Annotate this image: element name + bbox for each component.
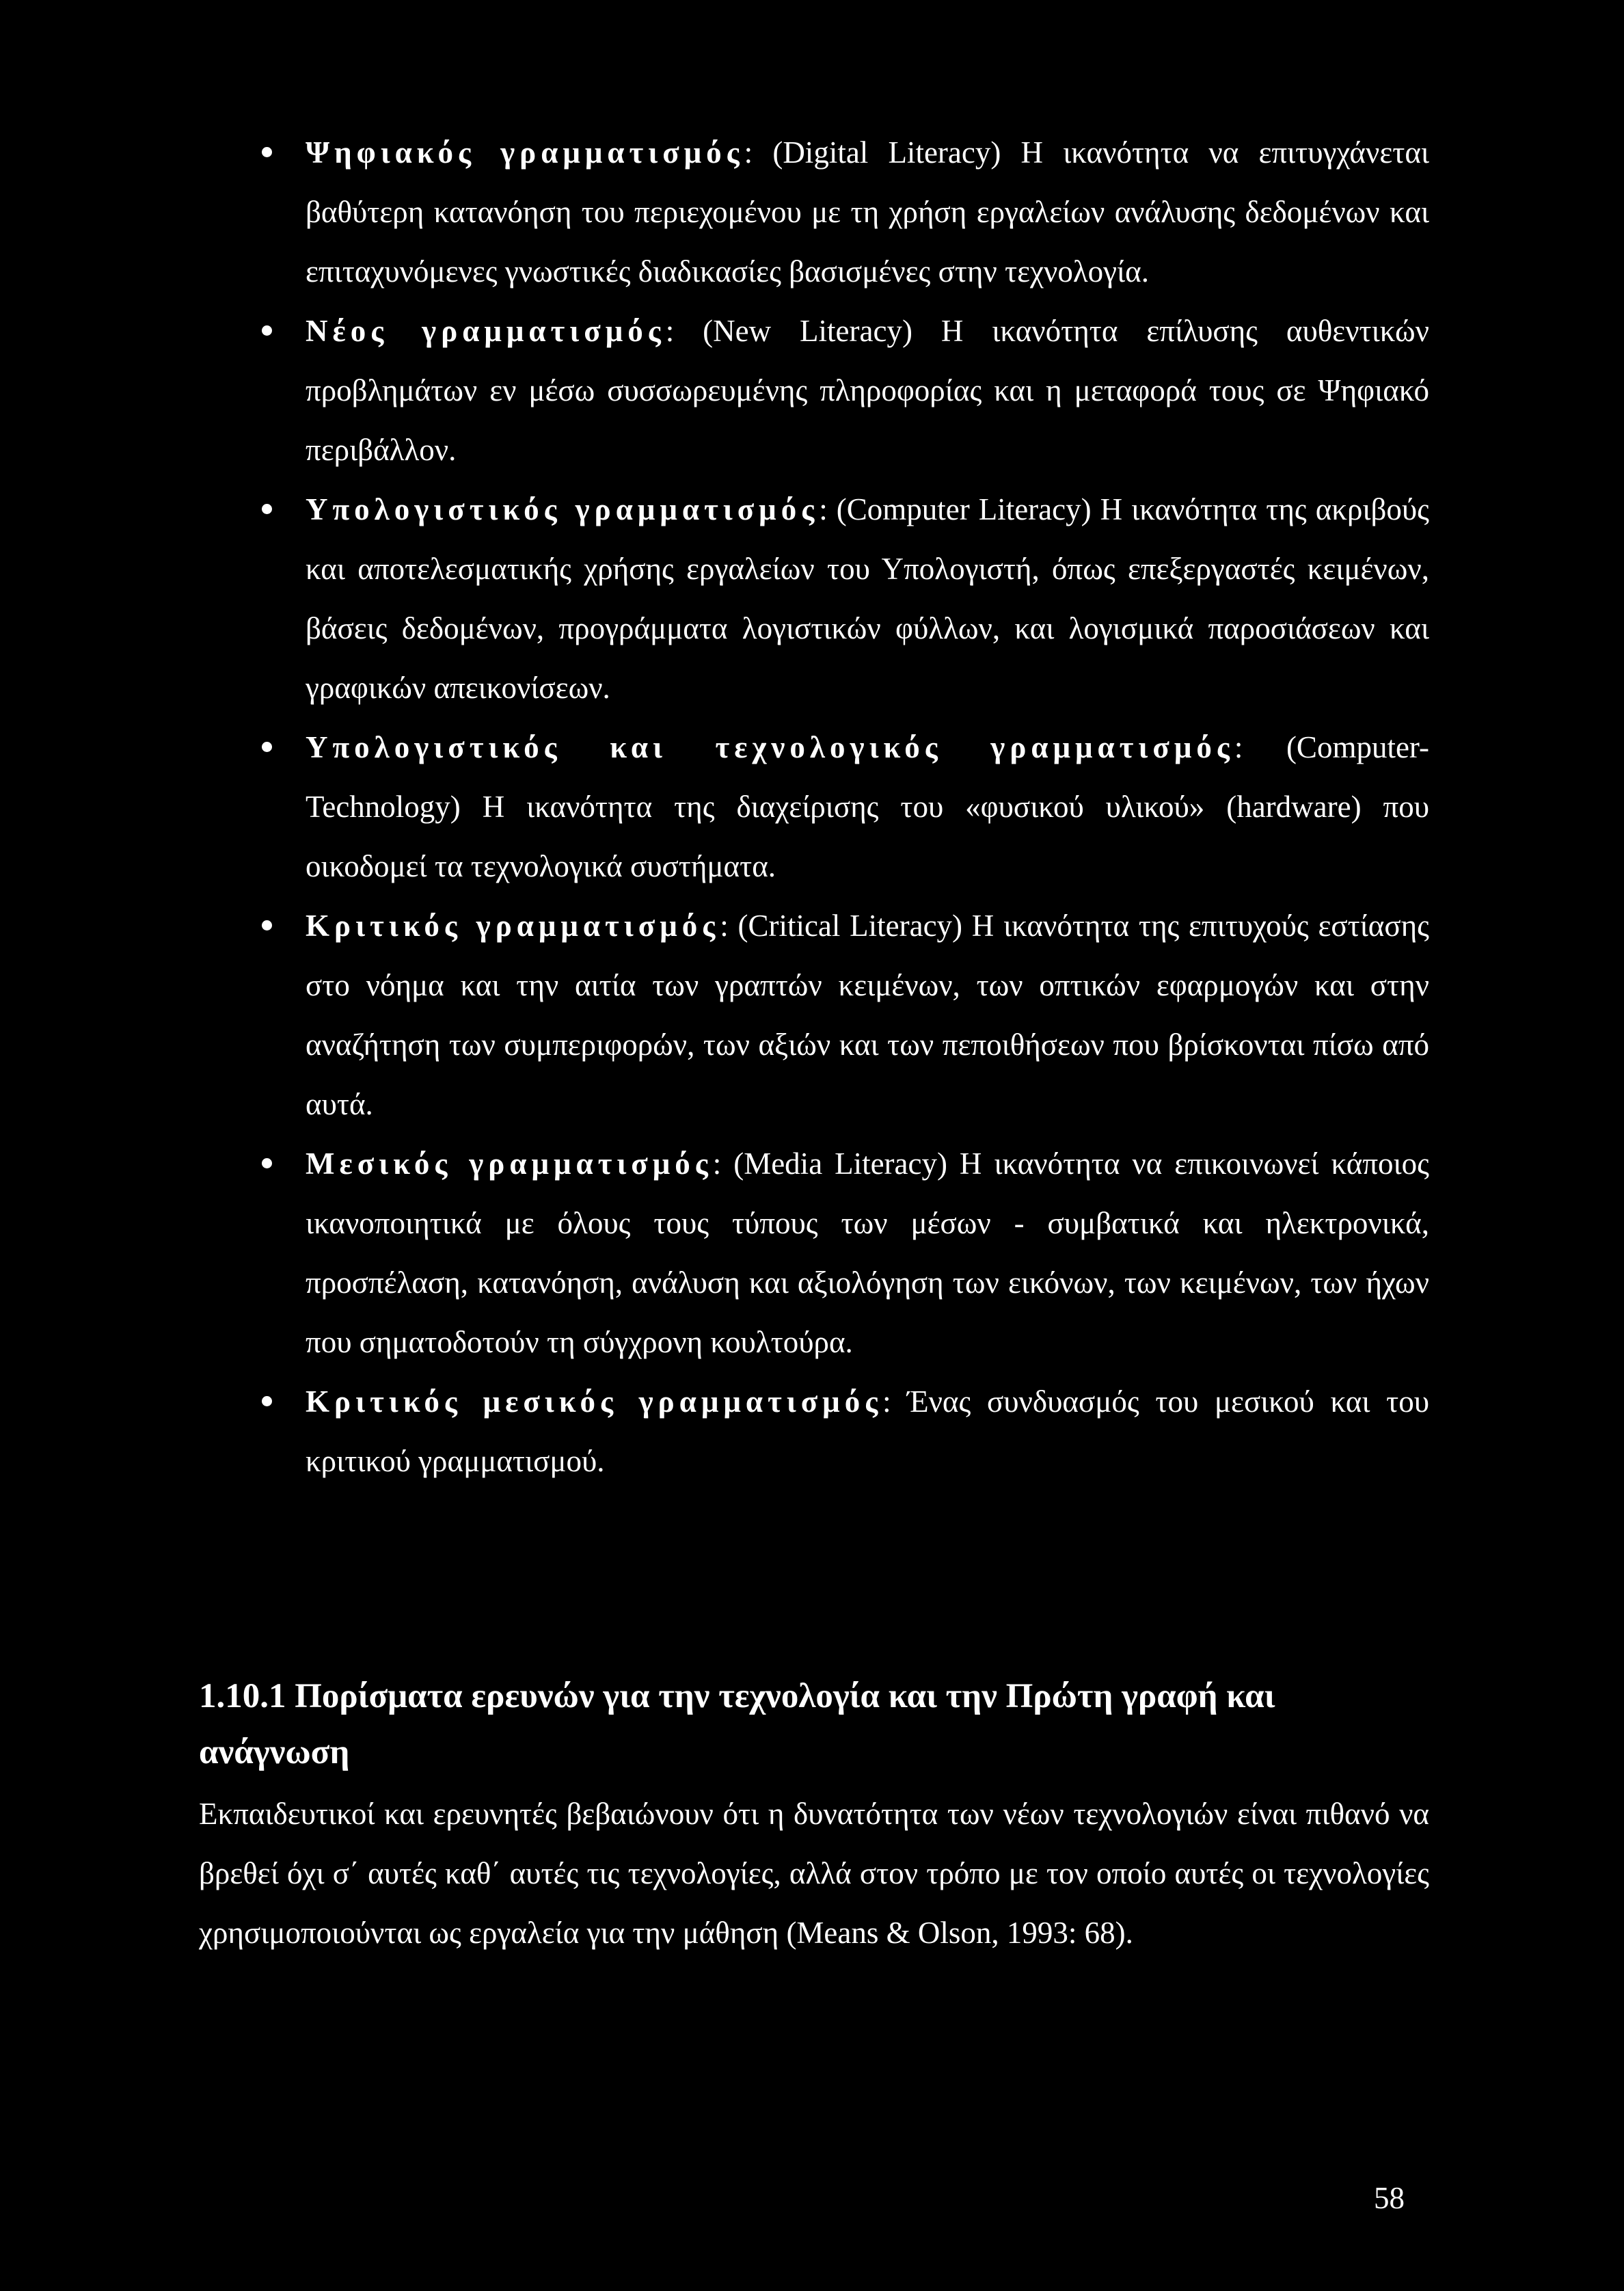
definition-text: : (Computer Literacy) Η ικανότητα της ακριβούς και αποτελεσματικής χρήσης εργαλείων του Υπολογιστή, όπως επεξεργαστές κειμένων, βάσεις δεδομένων, προγράμματα λογιστικών φύλλων, και λογισμικά παροσιάσεων και γραφικών απεικονίσεων.: [306, 492, 1430, 705]
definition-term: Κριτικός μεσικός γραμματισμός: [306, 1384, 883, 1419]
definition-item-digital-literacy: [0, 123, 1624, 302]
definition-item-computer-technology-literacy: [0, 718, 1624, 896]
bullet-icon: [262, 504, 272, 514]
definition-text: : (Computer-Technology) Η ικανότητα της διαχείρισης του «φυσικού υλικού» (hardware) που οικοδομεί τα τεχνολογικά συστήματα.: [306, 730, 1429, 883]
definition-term: Νέος γραμματισμός: [306, 314, 666, 348]
definition-text: : Ένας συνδυασμός του μεσικού και του κριτικού γραμματισμού.: [306, 1384, 1429, 1478]
bullet-icon: [262, 1158, 272, 1168]
bullet-icon: [262, 742, 272, 752]
page-number: 58: [1374, 2181, 1405, 2215]
definition-term: Υπολογιστικός και τεχνολογικός γραμματισμός: [306, 730, 1234, 764]
definition-text: : (New Literacy) Η ικανότητα επίλυσης αυθεντικών προβλημάτων εν μέσω συσσωρευμένης πληροφορίας και η μεταφορά τους σε Ψηφιακό περιβάλλον.: [306, 314, 1429, 467]
definition-term: Μεσικός γραμματισμός: [306, 1147, 713, 1181]
definition-term: Υπολογιστικός γραμματισμός: [306, 492, 820, 526]
bullet-icon: [262, 920, 272, 930]
bullet-icon: [262, 325, 272, 336]
definition-term: Κριτικός γραμματισμός: [306, 909, 720, 943]
definitions-list: [0, 123, 1624, 1491]
definition-item-media-literacy: [0, 1134, 1624, 1372]
section-heading: 1.10.1 Πορίσματα ερευνών για την τεχνολογία και την Πρώτη γραφή και ανάγνωση: [199, 1677, 1275, 1771]
bullet-icon: [262, 147, 272, 157]
definition-text: : (Critical Literacy) Η ικανότητα της επιτυχούς εστίασης στο νόημα και την αιτία των γραπτών κειμένων, των οπτικών εφαρμογών και στην αναζήτηση των συμπεριφορών, των αξιών και των πεποιθήσεων που βρίσκονται πίσω από αυτά.: [306, 909, 1429, 1121]
definition-item-new-literacy: [0, 302, 1624, 480]
definition-term: Ψηφιακός γραμματισμός: [306, 135, 744, 170]
definition-item-critical-media-literacy: [0, 1372, 1624, 1491]
section-paragraph: Εκπαιδευτικοί και ερευνητές βεβαιώνουν ότι η δυνατότητα των νέων τεχνολογιών είναι πιθανό να βρεθεί όχι σ΄ αυτές καθ΄ αυτές τις τεχνολογίες, αλλά στον τρόπο με τον οποίο αυτές οι τεχνολογίες χρησιμοποιούνται ως εργαλεία για την μάθηση (Means & Olson, 1993: 68).: [199, 1797, 1429, 1950]
bullet-icon: [262, 1396, 272, 1406]
definition-text: : (Media Literacy) Η ικανότητα να επικοινωνεί κάποιος ικανοποιητικά με όλους τους τύπους των μέσων - συμβατικά και ηλεκτρονικά, προσπέλαση, κατανόηση, ανάλυση και αξιολόγηση των εικόνων, των κειμένων, των ήχων που σηματοδοτούν τη σύγχρονη κουλτούρα.: [306, 1147, 1429, 1359]
definition-text: : (Digital Literacy) Η ικανότητα να επιτυγχάνεται βαθύτερη κατανόηση του περιεχομένου με τη χρήση εργαλείων ανάλυσης δεδομένων και επιταχυνόμενες γνωστικές διαδικασίες βασισμένες στην τεχνολογία.: [306, 135, 1429, 289]
definition-item-computer-literacy: [0, 480, 1624, 718]
definition-item-critical-literacy: [0, 896, 1624, 1134]
